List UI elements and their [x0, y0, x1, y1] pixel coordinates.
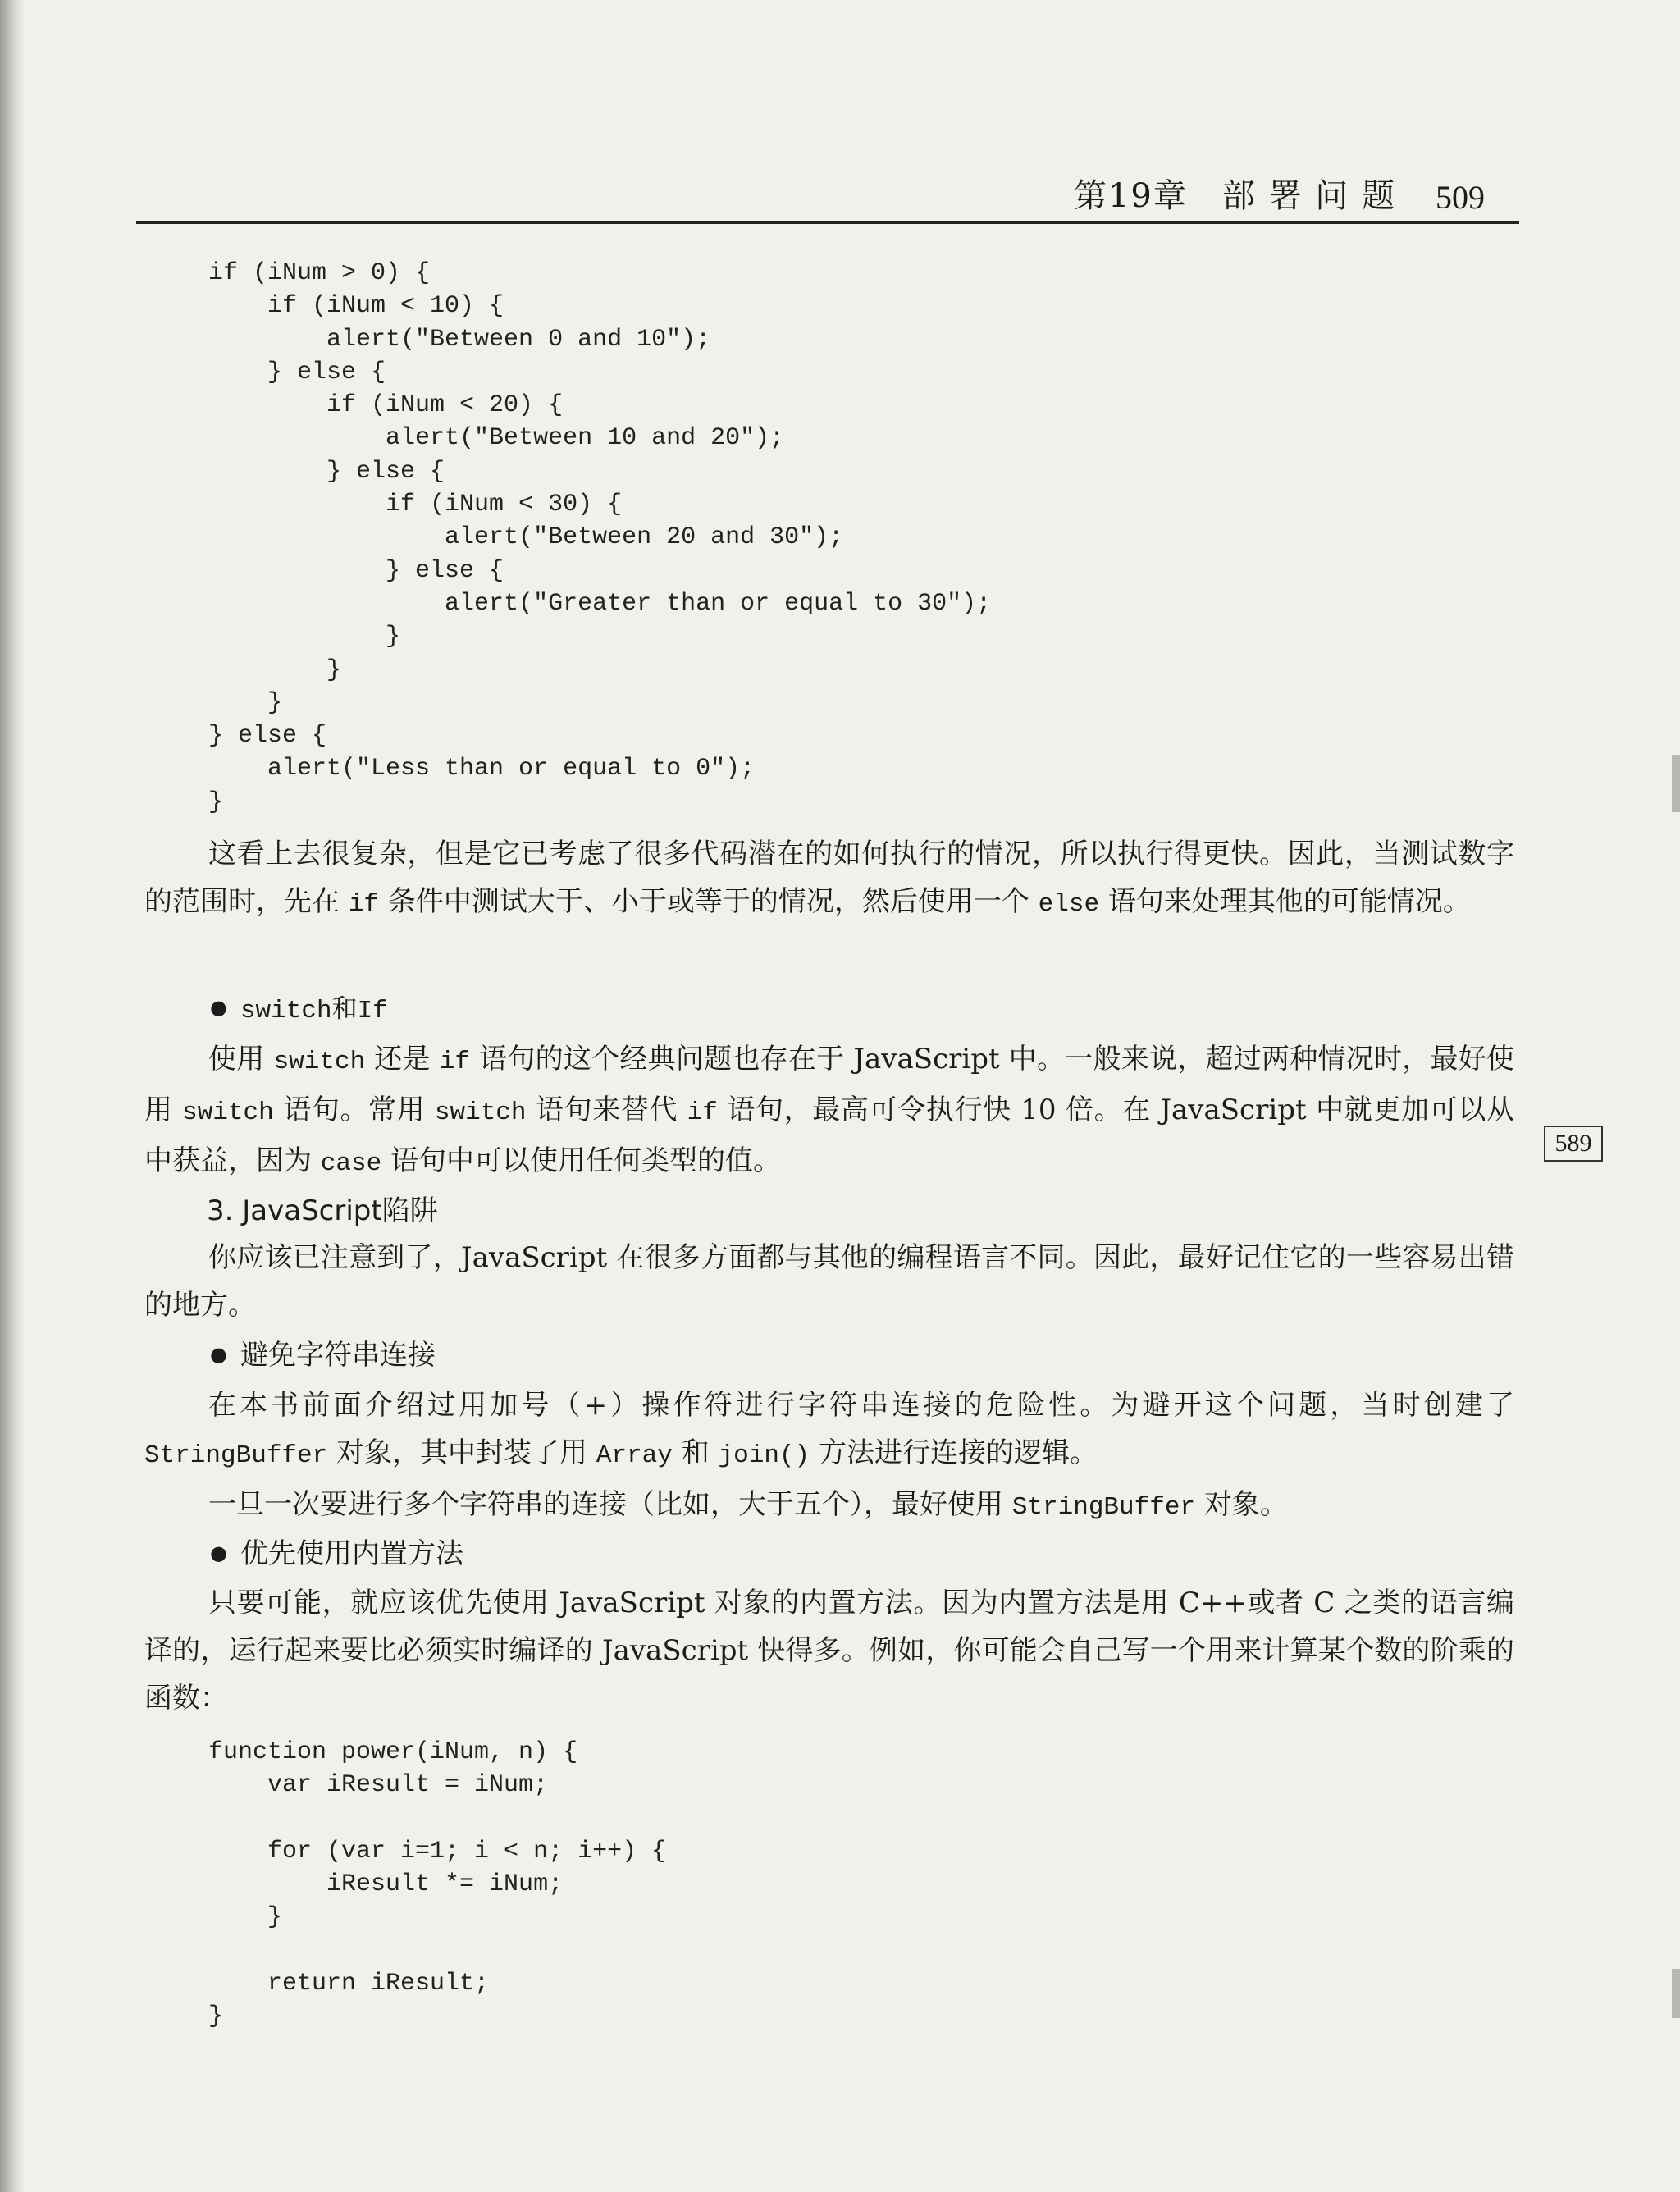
- bullet-switch-if: ● switch和If: [210, 996, 388, 1025]
- running-header: [136, 172, 1519, 224]
- paragraph-stringbuffer: 一旦一次要进行多个字符串的连接（比如，大于五个），最好使用 StringBuffer 对象。: [208, 1488, 1288, 1522]
- bullet-avoid-concat: ● 避免字符串连接: [210, 1339, 436, 1372]
- code-line: iResult *= iNum;: [208, 1870, 564, 1899]
- paragraph-string-concat: 在本书前面介绍过用加号（+）操作符进行字符串连接的危险性。为避开这个问题，当时创建了 StringBuffer 对象，其中封装了用 Array 和 join() 方法进行连接的逻辑。: [144, 1389, 1514, 1470]
- code-line: if (iNum > 0) {: [208, 259, 431, 287]
- code-block-power-function: [208, 1736, 666, 2034]
- original-page-marker: 589: [1544, 1126, 1603, 1162]
- edge-bleed-mark: [1672, 755, 1680, 812]
- code-line: [208, 1934, 666, 1967]
- code-line: [208, 1802, 666, 1835]
- code-line: }: [208, 655, 342, 684]
- paragraph-pitfalls: 你应该已注意到了，JavaScript 在很多方面都与其他的编程语言不同。因此，最好记住它的一些容易出错的地方。: [144, 1241, 1514, 1322]
- code-line: } else {: [208, 556, 504, 585]
- code-line: alert("Greater than or equal to 30");: [208, 589, 992, 618]
- code-line: var iResult = iNum;: [208, 1771, 549, 1800]
- code-line: alert("Less than or equal to 0");: [208, 755, 756, 783]
- code-line: }: [208, 623, 401, 651]
- code-line: } else {: [208, 457, 445, 486]
- code-line: if (iNum < 10) {: [208, 292, 504, 321]
- paragraph-complexity: 这看上去很复杂，但是它已考虑了很多代码潜在的如何执行的情况，所以执行得更快。因此，当测试数字的范围时，先在 if 条件中测试大于、小于或等于的情况，然后使用一个 else 语句来处理其他的可能情况。: [144, 838, 1514, 919]
- bullet-icon: ●: [210, 1541, 227, 1564]
- code-line: if (iNum < 20) {: [208, 391, 564, 420]
- code-line: if (iNum < 30) {: [208, 491, 623, 519]
- code-line: }: [208, 788, 224, 816]
- section-heading: 3. JavaScript陷阱: [207, 1194, 438, 1227]
- page-edge-shadow: [0, 0, 25, 2192]
- paragraph-switch: 使用 switch 还是 if 语句的这个经典问题也存在于 JavaScript 中。一般来说，超过两种情况时，最好使用 switch 语句。常用 switch 语句来替代 if 语句，最高可令执行快 10 倍。在 JavaScript 中就更加可以从中获益，因为 case 语句中可以使用任何类型的值。: [144, 1043, 1514, 1178]
- code-line: }: [208, 2002, 224, 2031]
- paragraph-builtin: 只要可能，就应该优先使用 JavaScript 对象的内置方法。因为内置方法是用 C++或者 C 之类的语言编译的，运行起来要比必须实时编译的 JavaScript 快得多。例如，你可能会自己写一个用来计算某个数的阶乘的函数：: [144, 1587, 1514, 1715]
- bullet-icon: ●: [210, 1343, 227, 1366]
- page-number: 509: [1436, 179, 1485, 216]
- bullet-icon: ●: [210, 996, 227, 1019]
- chapter-title: 第19章 部 署 问 题: [1073, 177, 1396, 215]
- code-line: alert("Between 0 and 10");: [208, 325, 711, 354]
- edge-bleed-mark: [1672, 1969, 1680, 2018]
- code-line: }: [208, 1903, 283, 1932]
- code-line: } else {: [208, 358, 386, 386]
- code-line: return iResult;: [208, 1970, 490, 1998]
- code-line: alert("Between 20 and 30");: [208, 523, 844, 552]
- bullet-builtin-methods: ● 优先使用内置方法: [210, 1537, 463, 1570]
- code-line: alert("Between 10 and 20");: [208, 424, 785, 453]
- code-line: function power(iNum, n) {: [208, 1738, 578, 1766]
- code-line: for (var i=1; i < n; i++) {: [208, 1837, 667, 1865]
- code-line: }: [208, 688, 283, 717]
- code-block-nested-if: [208, 257, 991, 819]
- code-line: } else {: [208, 722, 327, 751]
